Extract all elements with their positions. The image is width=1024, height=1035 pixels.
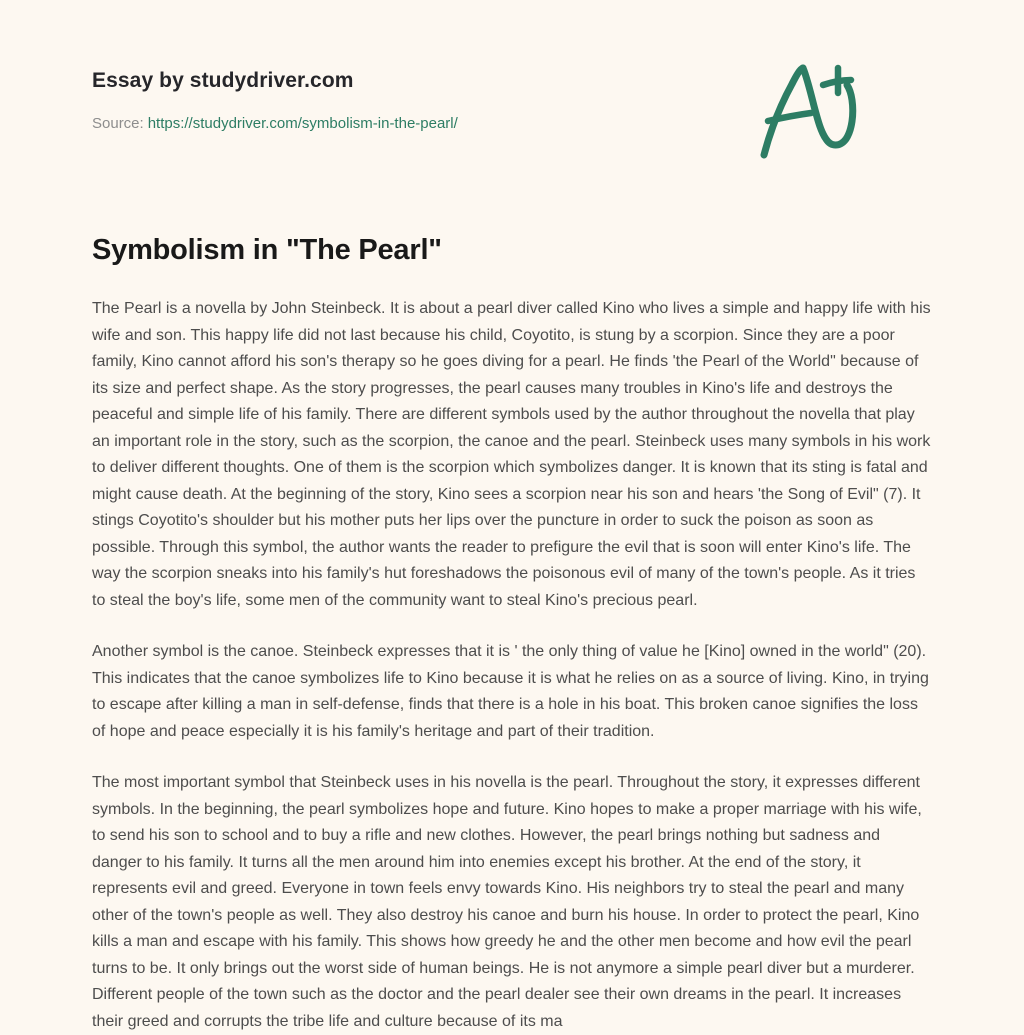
essay-title: Symbolism in "The Pearl" (92, 234, 442, 266)
essay-paragraph: The Pearl is a novella by John Steinbeck. It is about a pearl diver called Kino who lives a simple and happy life with his wife and son. This happy life did not last because his child, Coyotito, is stung by a scorpion. Since they are a poor family, Kino cannot afford his son's therapy so he goes diving for a pearl. He finds 'the Pearl of the World" because of its size and perfect shape. As the story progresses, the pearl causes many troubles in Kino's life and destroys the peaceful and simple life of his family. There are different symbols used by the author throughout the novella that play an important role in the story, such as the scorpion, the canoe and the pearl. Steinbeck uses many symbols in his work to deliver different thoughts. One of them is the scorpion which symbolizes danger. It is known that its sting is fatal and might cause death. At the beginning of the story, Kino sees a scorpion near his son and hears 'the Song of Evil" (7). It stings Coyotito's shoulder but his mother puts her lips over the puncture in order to suck the poison as soon as possible. Through this symbol, the author wants the reader to prefigure the evil that is soon will enter Kino's life. The way the scorpion sneaks into his family's hut foreshadows the poisonous evil of many of the town's people. As it tries to steal the boy's life, some men of the community want to steal Kino's precious pearl. (92, 300, 931, 609)
source-url-link[interactable]: https://studydriver.com/symbolism-in-the-pearl/ (147, 115, 458, 133)
page-header (92, 0, 932, 132)
brand-title: Essay by studydriver.com (92, 69, 354, 92)
essay-paragraph: Another symbol is the canoe. Steinbeck expresses that it is ' the only thing of value he [Kino] owned in the world" (20). This indicates that the canoe symbolizes life to Kino because it is what he relies on as a source of living. Kino, in trying to escape after killing a man in self-defense, finds that there is a hole in his boat. This broken canoe signifies the loss of hope and peace especially it is his family's heritage and part of their tradition. (92, 643, 929, 740)
essay-paragraph: The most important symbol that Steinbeck uses in his novella is the pearl. Throughout the story, it expresses different symbols. In the beginning, the pearl symbolizes hope and future. Kino hopes to make a proper marriage with his wife, to send his son to school and to buy a rifle and new clothes. However, the pearl brings nothing but sadness and danger to his family. It turns all the men around him into enemies except his brother. At the end of the story, it represents evil and greed. Everyone in town feels envy towards Kino. His neighbors try to steal the pearl and many other of the town's people as well. They also destroy his canoe and burn his house. In order to protect the pearl, Kino kills a man and escape with his family. This shows how greedy he and the other men become and how evil the pearl turns to be. It only brings out the worst side of human beings. He is not anymore a simple pearl diver but a murderer. Different people of the town such as the doctor and the pearl dealer see their own dreams in the pearl. It increases their greed and corrupts the tribe life and culture because of its ma (92, 774, 922, 1030)
studydriver-a-plus-logo[interactable] (748, 58, 864, 162)
a-plus-icon (748, 58, 864, 162)
source-label: Source: (92, 115, 144, 133)
essay-body (92, 268, 932, 1035)
